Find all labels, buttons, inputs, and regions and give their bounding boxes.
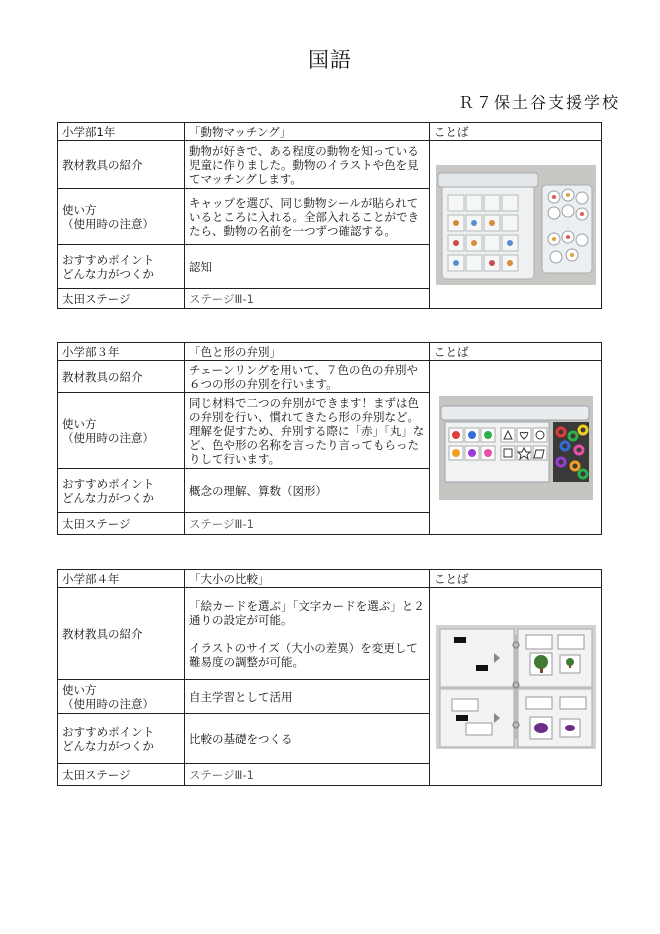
grade-cell: 小学部３年 (58, 343, 185, 361)
intro-text: 「絵カードを選ぶ」「文字カードを選ぶ」と２通りの設定が可能。 イラストのサイズ（大小の差異）を変更して難易度の調整が可能。 (185, 588, 430, 680)
usage-text: 自主学習として活用 (185, 680, 430, 714)
stage-text: ステージⅢ-1 (185, 513, 430, 535)
point-text: 認知 (185, 245, 430, 289)
material-name-cell: 「色と形の弁別」 (185, 343, 430, 361)
material-card-3 (57, 569, 602, 786)
photo-cell (430, 361, 602, 535)
material-name-cell: 「大小の比較」 (185, 570, 430, 588)
stage-label: 太田ステージ (58, 513, 185, 535)
material-name-cell: 「動物マッチング」 (185, 123, 430, 141)
usage-text: 同じ材料で二つの弁別ができます！まずは色の弁別を行い、慣れてきたら形の弁別など。理解を促すため、弁別する際に「赤」「丸」など、色や形の名称を言ったり言ってもらったりして行います。 (185, 393, 430, 469)
intro-label: 教材教具の紹介 (58, 141, 185, 189)
photo-color-shape (439, 396, 593, 500)
intro-text: 動物が好きで、ある程度の動物を知っている児童に作りました。動物のイラストや色を見てマッチングします。 (185, 141, 430, 189)
stage-text: ステージⅢ-1 (185, 764, 430, 786)
intro-label: 教材教具の紹介 (58, 361, 185, 393)
stage-label: 太田ステージ (58, 764, 185, 786)
page-title: 国語 (308, 48, 352, 72)
material-card-1 (57, 122, 602, 309)
photo-cell (430, 141, 602, 309)
point-text: 比較の基礎をつくる (185, 714, 430, 764)
usage-label: 使い方 （使用時の注意） (58, 189, 185, 245)
point-label: おすすめポイント どんな力がつくか (58, 469, 185, 513)
school-name: Ｒ７保土谷支援学校 (457, 93, 620, 112)
point-label: おすすめポイント どんな力がつくか (58, 245, 185, 289)
usage-label: 使い方 （使用時の注意） (58, 393, 185, 469)
stage-label: 太田ステージ (58, 289, 185, 309)
point-label: おすすめポイント どんな力がつくか (58, 714, 185, 764)
stage-text: ステージⅢ-1 (185, 289, 430, 309)
subject-cell: ことば (430, 343, 602, 361)
material-card-2 (57, 342, 602, 535)
photo-cell (430, 588, 602, 786)
subject-cell: ことば (430, 123, 602, 141)
usage-label: 使い方 （使用時の注意） (58, 680, 185, 714)
intro-label: 教材教具の紹介 (58, 588, 185, 680)
grade-cell: 小学部1年 (58, 123, 185, 141)
subject-cell: ことば (430, 570, 602, 588)
photo-size-comparison (436, 625, 596, 749)
usage-text: キャップを選び、同じ動物シールが貼られているところに入れる。全部入れることができたら、動物の名前を一つずつ確認する。 (185, 189, 430, 245)
point-text: 概念の理解、算数（図形） (185, 469, 430, 513)
grade-cell: 小学部４年 (58, 570, 185, 588)
photo-animal-matching (436, 165, 596, 285)
intro-text: チェーンリングを用いて、７色の色の弁別や６つの形の弁別を行います。 (185, 361, 430, 393)
